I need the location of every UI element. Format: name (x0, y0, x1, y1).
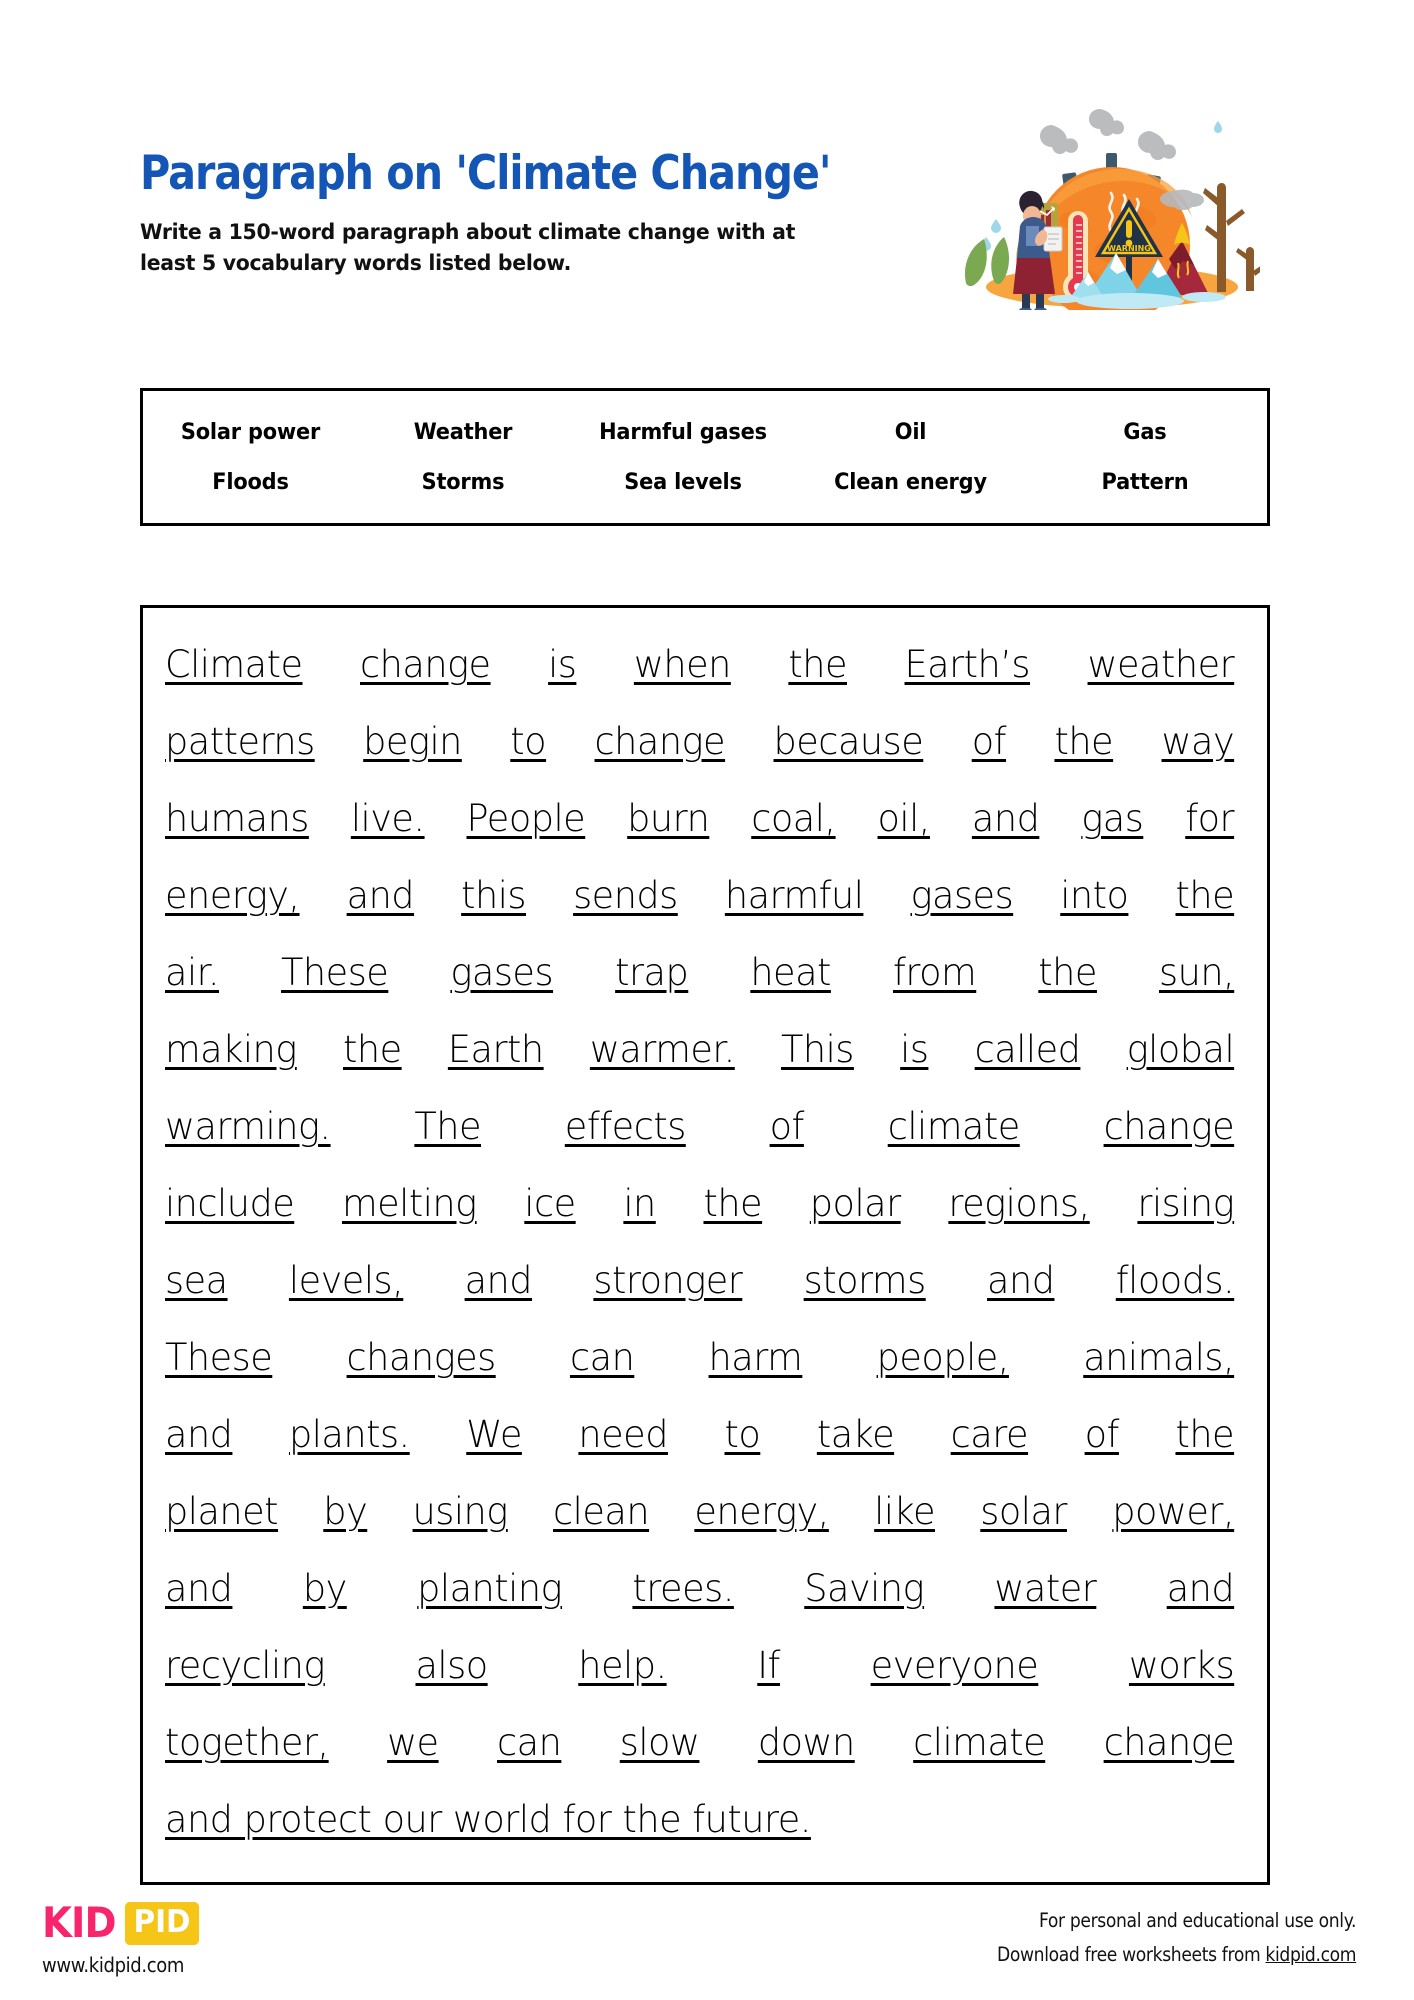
answer-line (165, 1242, 1234, 1319)
answer-word: is (548, 643, 577, 686)
answer-word: heat (750, 951, 831, 994)
word-bank-item: Pattern (1101, 469, 1189, 495)
logo-kid-text: KID (42, 1898, 116, 1947)
answer-word: sends (573, 874, 678, 917)
answer-word: to (510, 720, 547, 763)
logo-pid-text: PID (125, 1902, 199, 1945)
answer-word: and (1166, 1567, 1235, 1610)
answer-word: The (414, 1105, 482, 1148)
answer-line (165, 703, 1234, 780)
answer-word: when (633, 643, 731, 686)
word-bank-item: Harmful gases (599, 419, 767, 445)
answer-word: weather (1087, 643, 1235, 686)
answer-word: solar (980, 1490, 1067, 1533)
answer-word: of (769, 1105, 804, 1148)
word-bank-row (143, 407, 1267, 457)
legal-line-1: For personal and educational use only. (1038, 1909, 1356, 1932)
instructions-text: Write a 150-word paragraph about climate change with at least 5 vocabulary words listed below. (140, 220, 796, 277)
answer-word: burn (627, 797, 710, 840)
answer-word: making (165, 1028, 297, 1071)
answer-word: can (569, 1336, 635, 1379)
answer-word: Saving (804, 1567, 925, 1610)
answer-word: change (1103, 1105, 1235, 1148)
answer-word: stronger (593, 1259, 743, 1302)
answer-word: like (874, 1490, 935, 1533)
answer-line (165, 780, 1234, 857)
answer-line (165, 1550, 1234, 1627)
answer-word: warmer. (589, 1028, 735, 1071)
answer-word: also (415, 1644, 488, 1687)
answer-word: harm (708, 1336, 803, 1379)
answer-word: rising (1137, 1182, 1235, 1225)
answer-word: regions, (948, 1182, 1090, 1225)
answer-word: the (1175, 1413, 1235, 1456)
answer-word: care (950, 1413, 1029, 1456)
answer-word: of (971, 720, 1007, 763)
answer-word: melting (341, 1182, 477, 1225)
answer-word: the (788, 643, 848, 686)
word-bank-item: Oil (894, 419, 927, 445)
word-bank-item: Floods (212, 469, 289, 495)
answer-word: and (165, 1567, 233, 1610)
answer-word: These (165, 1336, 273, 1379)
answer-word: called (974, 1028, 1081, 1071)
answer-word: people, (876, 1336, 1009, 1379)
answer-word: storms (803, 1259, 926, 1302)
answer-word: climate (887, 1105, 1020, 1148)
answer-word: We (466, 1413, 522, 1456)
answer-word: of (1084, 1413, 1119, 1456)
answer-word: This (781, 1028, 854, 1071)
svg-text:WARNING: WARNING (1107, 244, 1151, 253)
answer-line (165, 934, 1234, 1011)
answer-word: down (757, 1721, 855, 1764)
legal-line-2 (997, 1938, 1356, 1972)
answer-line (165, 1396, 1234, 1473)
word-bank-item: Storms (421, 469, 505, 495)
answer-word: climate (913, 1721, 1046, 1764)
answer-word: this (461, 874, 526, 917)
word-bank-item: Solar power (180, 419, 321, 445)
word-bank-item: Gas (1123, 419, 1167, 445)
answer-word: and (346, 874, 415, 917)
answer-word: and (464, 1259, 533, 1302)
answer-word: works (1128, 1644, 1235, 1687)
answer-word: for (1185, 797, 1235, 840)
answer-word: together, (165, 1721, 329, 1764)
smoke-clouds (1040, 109, 1176, 160)
answer-word: Earth (447, 1028, 544, 1071)
answer-word: levels, (288, 1259, 404, 1302)
answer-word: oil, (877, 797, 930, 840)
answer-word: water (994, 1567, 1097, 1610)
answer-word: Earth’s (904, 643, 1031, 686)
answer-word: because (773, 720, 924, 763)
answer-word: humans (165, 797, 309, 840)
answer-line (165, 1319, 1234, 1396)
answer-word: Climate (165, 643, 303, 686)
answer-word: change (1103, 1721, 1235, 1764)
answer-word: changes (346, 1336, 496, 1379)
answer-word: live. (350, 797, 425, 840)
word-bank-item: Sea levels (624, 469, 742, 495)
answer-word: gases (910, 874, 1014, 917)
answer-line (165, 1704, 1234, 1781)
answer-word: patterns (165, 720, 315, 763)
answer-line (165, 1627, 1234, 1704)
answer-word: sun, (1159, 951, 1235, 994)
answer-word: include (165, 1182, 295, 1225)
answer-word: the (1054, 720, 1114, 763)
answer-word: by (323, 1490, 368, 1533)
header (140, 146, 1020, 279)
answer-word: clean (553, 1490, 650, 1533)
answer-word: need (578, 1413, 668, 1456)
answer-word: air. (165, 951, 219, 994)
answer-word: recycling (165, 1644, 325, 1687)
answer-word: we (387, 1721, 439, 1764)
page-title: Paragraph on 'Climate Change' (140, 146, 831, 201)
answer-word: can (497, 1721, 562, 1764)
climate-change-illustration (960, 95, 1260, 310)
word-bank-item: Weather (413, 419, 513, 445)
answer-word: polar (809, 1182, 901, 1225)
answer-word: power, (1112, 1490, 1235, 1533)
brand (42, 1900, 201, 1977)
answer-word: begin (363, 720, 462, 763)
answer-word: the (342, 1028, 402, 1071)
legal-prefix: Download free worksheets from (996, 1943, 1266, 1967)
answer-word: change (594, 720, 726, 763)
answer-word: planting (417, 1567, 563, 1610)
answer-word: trap (615, 951, 689, 994)
answer-word: change (360, 643, 491, 686)
answer-word: sea (165, 1259, 228, 1302)
answer-word: and (165, 1413, 233, 1456)
answer-word: the (1038, 951, 1097, 994)
answer-line (165, 1781, 1234, 1858)
answer-word: energy, (694, 1490, 829, 1533)
kidpid-link[interactable]: kidpid.com (1265, 1943, 1356, 1967)
answer-word: from (892, 951, 977, 994)
answer-word: the (703, 1182, 763, 1225)
answer-line (165, 1011, 1234, 1088)
answer-word: planet (165, 1490, 279, 1533)
answer-word: coal, (751, 797, 836, 840)
answer-word: way (1161, 720, 1235, 763)
answer-word: take (816, 1413, 895, 1456)
answer-word: the (1175, 874, 1235, 917)
answer-word: everyone (870, 1644, 1039, 1687)
answer-word: help. (578, 1644, 667, 1687)
answer-word: to (724, 1413, 761, 1456)
answer-word: in (623, 1182, 656, 1225)
answer-word: and (971, 797, 1040, 840)
kidpid-logo (42, 1900, 201, 1946)
answer-word: gas (1081, 797, 1144, 840)
brand-url: www.kidpid.com (42, 1953, 185, 1977)
answer-word: warming. (165, 1105, 331, 1148)
answer-word: animals, (1083, 1336, 1235, 1379)
answer-box[interactable] (140, 605, 1270, 1885)
legal-text (948, 1904, 1356, 1972)
word-bank (140, 388, 1270, 526)
footer (0, 1900, 1414, 2000)
answer-word: ice (524, 1182, 576, 1225)
answer-word: slow (619, 1721, 700, 1764)
answer-word: These (281, 951, 389, 994)
word-bank-item: Clean energy (834, 469, 987, 495)
answer-word: global (1126, 1028, 1235, 1071)
answer-word: effects (564, 1105, 686, 1148)
answer-line (165, 1165, 1234, 1242)
word-bank-row (143, 457, 1267, 507)
answer-line (165, 1088, 1234, 1165)
answer-word: trees. (632, 1567, 734, 1610)
answer-word: People (466, 797, 586, 840)
answer-word: by (302, 1567, 347, 1610)
answer-word: floods. (1115, 1259, 1235, 1302)
answer-line (165, 1473, 1234, 1550)
answer-word: using (412, 1490, 508, 1533)
answer-word: and (987, 1259, 1055, 1302)
answer-word: into (1060, 874, 1129, 917)
answer-word: and protect our world for the future. (165, 1798, 811, 1841)
answer-line (165, 857, 1234, 934)
answer-word: plants. (288, 1413, 410, 1456)
answer-word: energy, (165, 874, 300, 917)
answer-word: gases (450, 951, 554, 994)
answer-word: If (757, 1644, 780, 1687)
answer-word: harmful (724, 874, 864, 917)
answer-word: is (900, 1028, 929, 1071)
answer-line (165, 626, 1234, 703)
